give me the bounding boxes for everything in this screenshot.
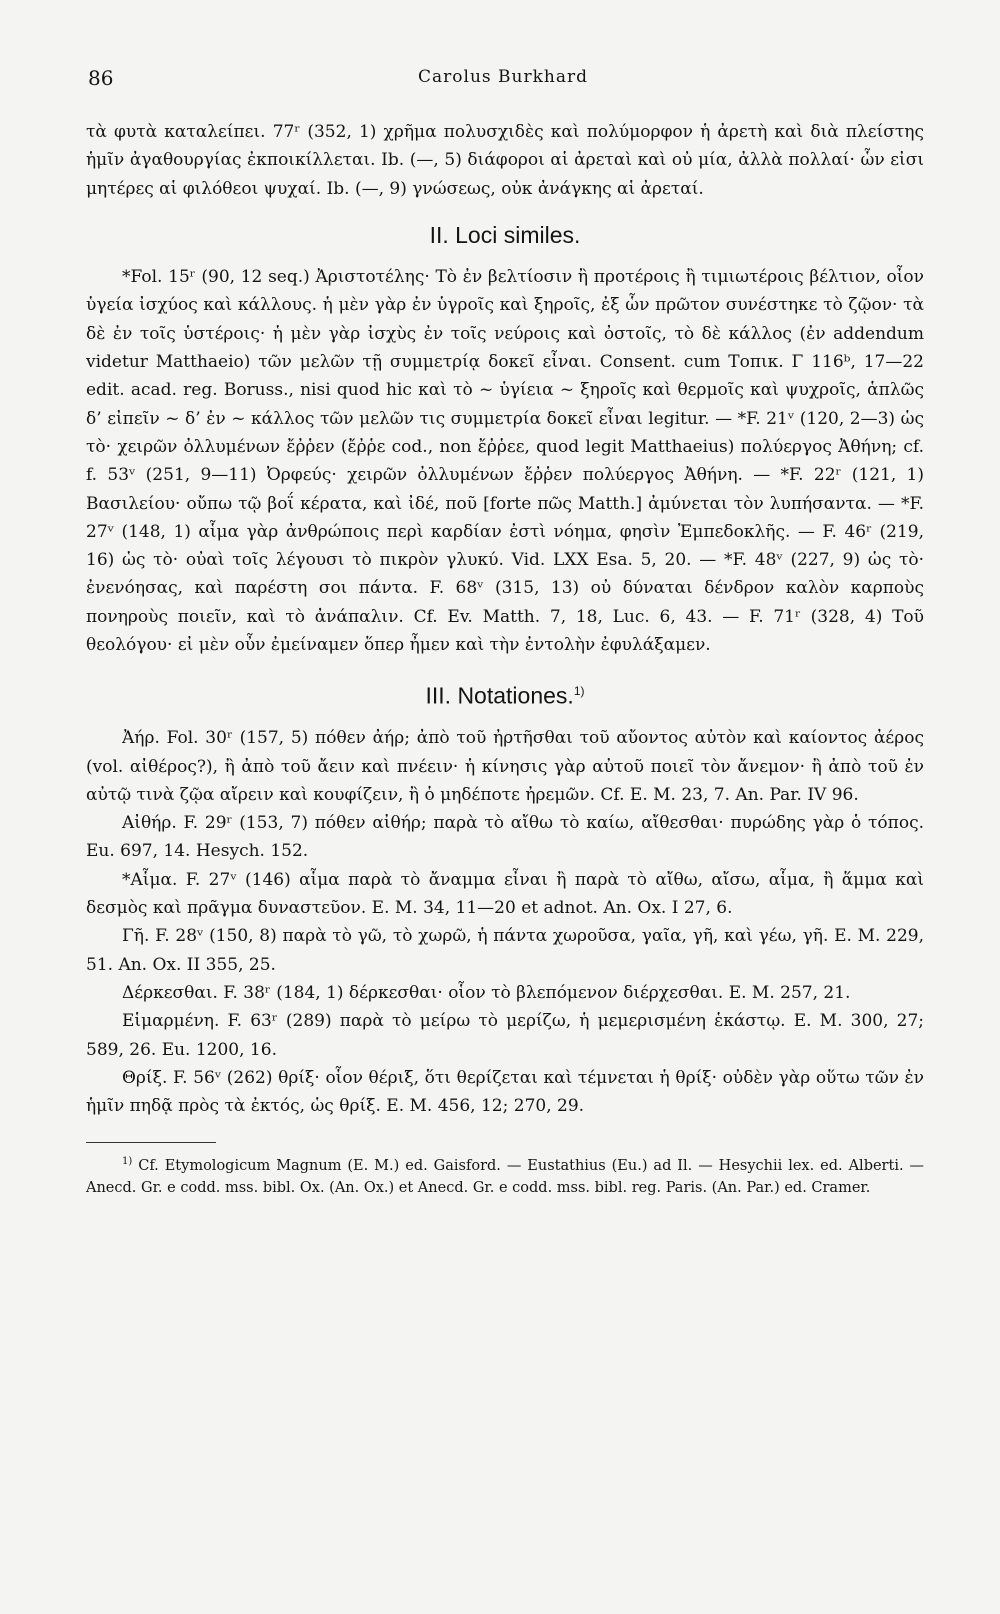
section-heading-loci-similes: II. Loci similes.: [429, 221, 581, 248]
page-number: 86: [88, 66, 114, 90]
entry-aither: Αἰθήρ. F. 29ʳ (153, 7) πόθεν αἰθήρ; παρὰ τὸ αἴθω τὸ καίω, αἴθεσθαι· πυρώδης γὰρ ὁ τόπος. Eu. 697, 14. Hesych. 152.: [86, 813, 924, 862]
footnote-text: Cf. Etymologicum Magnum (E. M.) ed. Gaisford. — Eustathius (Eu.) ad Il. — Hesychii lex. ed. Alberti. — Anecd. Gr. e codd. mss. bibl. Ox. (An. Ox.) et Anecd. Gr. e codd. mss. bibl. reg. Paris. (An. Par.) ed. Cramer.: [86, 1158, 925, 1197]
page-header: [88, 66, 918, 96]
entry-thrix: Θρίξ. F. 56ᵛ (262) θρίξ· οἷον θέριξ, ὅτι θερίζεται καὶ τέμνεται ἡ θρίξ· οὐδὲν γὰρ οὕτω τῶν ἐν ἡμῖν πηδᾷ πρὸς τὰ ἐκτός, ὡς θρίξ. E. M. 456, 12; 270, 29.: [86, 1067, 924, 1117]
entry-haima: *Αἷμα. F. 27ᵛ (146) αἷμα παρὰ τὸ ἄναμμα εἶναι ἢ παρὰ τὸ αἴθω, αἴσω, αἷμα, ἢ ἅμμα καὶ δεσμὸς καὶ πρᾶγμα δυναστεῦον. E. M. 34, 11—20 et adnot. An. Ox. I 27, 6.: [86, 869, 924, 919]
footnote-reference: 1): [573, 684, 585, 699]
entry-derkesthai: Δέρκεσθαι. F. 38ʳ (184, 1) δέρκεσθαι· οἷον τὸ βλεπόμενον διέρχεσθαι. E. M. 257, 21.: [122, 982, 851, 1003]
entry-aer: Ἀήρ. Fol. 30ʳ (157, 5) πόθεν ἀήρ; ἀπὸ τοῦ ἠρτῆσθαι τοῦ αὔοντος αὐτὸν καὶ καίοντος ἀέρος (vol. αἰθέρος?), ἢ ἀπὸ τοῦ ἄειν καὶ πνέειν· ἡ κίνησις γὰρ αὐτοῦ ποιεῖ τὸν ἄνεμον· ἢ ἀπὸ τοῦ ἐν αὐτῷ τινὰ ζῷα αἴρειν καὶ κουφίζειν, ἢ ὁ μηδέποτε ἠρεμῶν. Cf. E. M. 23, 7. An. Par. IV 96.: [86, 728, 924, 805]
section-heading-notationes: [86, 677, 924, 710]
main-text: [86, 118, 924, 1199]
footnote-mark: 1): [122, 1156, 133, 1168]
footnote-rule: [86, 1142, 216, 1143]
entry-ge: Γῆ. F. 28ᵛ (150, 8) παρὰ τὸ γῶ, τὸ χωρῶ, ἡ πάντα χωροῦσα, γαῖα, γῆ, καὶ γέω, γῆ. E. M. 229, 51. An. Ox. II 355, 25.: [86, 926, 924, 975]
entry-heimarmene: Εἱμαρμένη. F. 63ʳ (289) παρὰ τὸ μείρω τὸ μερίζω, ἡ μεμερισμένη ἑκάστῳ. E. M. 300, 27; 589, 26. Eu. 1200, 16.: [86, 1011, 924, 1060]
section-heading-text: III. Notationes.: [425, 683, 574, 709]
intro-paragraph: τὰ φυτὰ καταλείπει. 77ʳ (352, 1) χρῆμα πολυσχιδὲς καὶ πολύμορφον ἡ ἀρετὴ καὶ διὰ πλείστης ἡμῖν ἀγαθουργίας ἐκποικίλλεται. Ib. (—, 5) διάφοροι αἱ ἀρεταὶ καὶ οὐ μία, ἀλλὰ πολλαί· ὧν εἰσι μητέρες αἱ φιλόθεοι ψυχαί. Ib. (—, 9) γνώσεως, οὐκ ἀνάγκης αἱ ἀρεταί.: [86, 122, 924, 199]
loci-similes-paragraph: *Fol. 15ʳ (90, 12 seq.) Ἀριστοτέλης· Τὸ ἐν βελτίοσιν ἢ προτέροις ἢ τιμιωτέροις βέλτιον, οἷον ὑγεία ἰσχύος καὶ κάλλους. ἡ μὲν γὰρ ἐν ὑγροῖς καὶ ξηροῖς, ἐξ ὧν πρῶτον συνέστηκε τὸ ζῷον· τὰ δὲ ἐν τοῖς ὑστέροις· ἡ μὲν γὰρ ἰσχὺς ἐν τοῖς νεύροις καὶ ὀστοῖς, τὸ δὲ κάλλος (ἐν addendum videtur Matthaeio) τῶν μελῶν τῇ συμμετρίᾳ δοκεῖ εἶναι. Consent. cum Τοπικ. Γ 116ᵇ, 17—22 edit. acad. reg. Boruss., nisi quod hic καὶ τὸ ~ ὑγίεια ~ ξηροῖς καὶ θερμοῖς καὶ ψυχροῖς, ἁπλῶς δ’ εἰπεῖν ~ δ’ ἐν ~ κάλλος τῶν μελῶν τις συμμετρία δοκεῖ εἶναι legitur. — *F. 21ᵛ (120, 2—3) ὡς τὸ· χειρῶν ὀλλυμένων ἔῤῥεν (ἔῤῥε cod., non ἔῤῥεε, quod legit Matthaeius) πολύεργος Ἀθήνη; cf. f. 53ᵛ (251, 9—11) Ὀρφεύς· χειρῶν ὀλλυμένων ἔῤῥεν πολύεργος Ἀθήνη. — *F. 22ʳ (121, 1) Βασιλείου· οὔπω τῷ βοΐ κέρατα, καὶ ἰδέ, ποῦ [forte πῶς Matth.] ἀμύνεται τὸν λυπήσαντα. — *F. 27ᵛ (148, 1) αἷμα γὰρ ἀνθρώποις περὶ καρδίαν ἐστὶ νόημα, φησὶν Ἐμπεδοκλῆς. — F. 46ʳ (219, 16) ὡς τὸ· οὐαὶ τοῖς λέγουσι τὸ πικρὸν γλυκύ. Vid. LXX Esa. 5, 20. — *F. 48ᵛ (227, 9) ὡς τὸ· ἐνενόησας, καὶ παρέστη σοι πάντα. F. 68ᵛ (315, 13) οὐ δύναται δένδρον καλὸν καρποὺς πονηροὺς ποιεῖν, καὶ τὸ ἀνάπαλιν. Cf. Ev. Matth. 7, 18, Luc. 6, 43. — F. 71ʳ (328, 4) Τοῦ θεολόγου· εἰ μὲν οὖν ἐμείναμεν ὅπερ ἦμεν καὶ τὴν ἐντολὴν ἐφυλάξαμεν.: [86, 267, 924, 656]
running-head: Carolus Burkhard: [418, 67, 588, 87]
footnote: [86, 1151, 924, 1199]
